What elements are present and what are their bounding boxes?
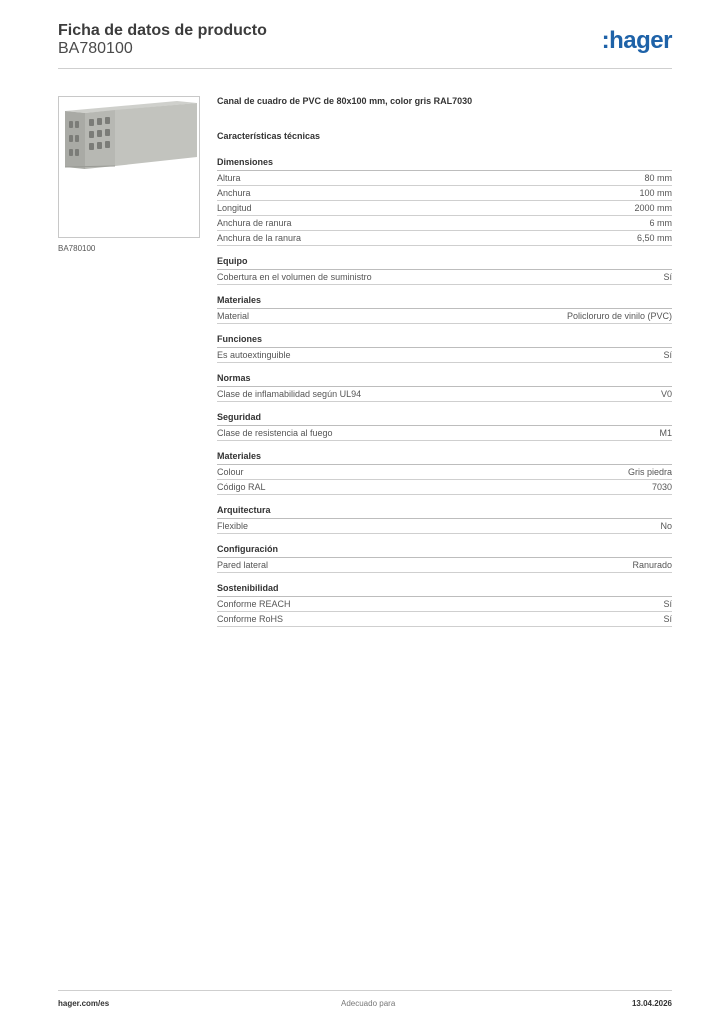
spec-value: Sí <box>663 614 672 624</box>
section-title: Funciones <box>217 334 672 348</box>
product-image <box>58 96 200 238</box>
section-seguridad <box>217 412 672 441</box>
section-title: Materiales <box>217 295 672 309</box>
spec-value: Policloruro de vinilo (PVC) <box>566 311 672 321</box>
section-funciones <box>217 334 672 363</box>
footer-website-link[interactable]: hager.com/es <box>58 999 110 1008</box>
spec-label: Material <box>217 311 250 321</box>
footer-suitable-for: Adecuado para <box>341 999 396 1008</box>
section-title: Arquitectura <box>217 505 672 519</box>
spec-label: Conforme RoHS <box>217 614 284 624</box>
section-title: Equipo <box>217 256 672 270</box>
spec-label: Pared lateral <box>217 560 269 570</box>
spec-label: Es autoextinguible <box>217 350 291 360</box>
spec-row <box>217 201 672 216</box>
spec-row <box>217 186 672 201</box>
section-title: Materiales <box>217 451 672 465</box>
spec-label: Anchura de ranura <box>217 218 292 228</box>
spec-row <box>217 519 672 534</box>
spec-value: 100 mm <box>639 188 672 198</box>
page-header <box>58 22 672 69</box>
spec-row <box>217 558 672 573</box>
section-equipo <box>217 256 672 285</box>
spec-value: Sí <box>663 350 672 360</box>
spec-label: Cobertura en el volumen de suministro <box>217 272 372 282</box>
spec-row <box>217 270 672 285</box>
spec-value: 2000 mm <box>634 203 672 213</box>
spec-row <box>217 387 672 402</box>
spec-row <box>217 216 672 231</box>
cable-duct-product-image <box>59 97 199 237</box>
section-title: Dimensiones <box>217 157 672 171</box>
product-content <box>217 96 672 627</box>
hager-logo: :hager <box>601 27 672 54</box>
spec-value: M1 <box>659 428 672 438</box>
product-reference: BA780100 <box>58 40 133 57</box>
spec-row <box>217 465 672 480</box>
spec-label: Conforme REACH <box>217 599 291 609</box>
spec-value: 6 mm <box>649 218 672 228</box>
spec-value: No <box>660 521 672 531</box>
spec-value: Sí <box>663 272 672 282</box>
section-sostenibilidad <box>217 583 672 627</box>
spec-label: Clase de inflamabilidad según UL94 <box>217 389 362 399</box>
spec-label: Anchura <box>217 188 251 198</box>
spec-value: Ranurado <box>632 560 672 570</box>
section-title: Normas <box>217 373 672 387</box>
spec-label: Código RAL <box>217 482 266 492</box>
spec-value: 7030 <box>651 482 672 492</box>
spec-row <box>217 348 672 363</box>
document-title: Ficha de datos de producto <box>58 22 267 39</box>
spec-label: Colour <box>217 467 244 477</box>
technical-characteristics-title: Características técnicas <box>217 131 321 141</box>
spec-row <box>217 480 672 495</box>
product-description: Canal de cuadro de PVC de 80x100 mm, color gris RAL7030 <box>217 96 473 106</box>
section-materiales <box>217 295 672 324</box>
section-title: Seguridad <box>217 412 672 426</box>
spec-row <box>217 612 672 627</box>
spec-label: Flexible <box>217 521 249 531</box>
image-caption: BA780100 <box>58 244 96 253</box>
spec-row <box>217 171 672 186</box>
spec-row <box>217 426 672 441</box>
spec-value: Sí <box>663 599 672 609</box>
section-dimensiones <box>217 157 672 246</box>
section-title: Sostenibilidad <box>217 583 672 597</box>
section-materiales-color <box>217 451 672 495</box>
footer-date: 13.04.2026 <box>631 999 672 1008</box>
section-arquitectura <box>217 505 672 534</box>
section-normas <box>217 373 672 402</box>
spec-value: 6,50 mm <box>636 233 672 243</box>
page-footer <box>58 990 672 1015</box>
spec-value: 80 mm <box>644 173 672 183</box>
spec-label: Anchura de la ranura <box>217 233 302 243</box>
spec-row <box>217 597 672 612</box>
spec-label: Altura <box>217 173 241 183</box>
spec-value: V0 <box>660 389 672 399</box>
section-title: Configuración <box>217 544 672 558</box>
spec-label: Longitud <box>217 203 252 213</box>
spec-row <box>217 231 672 246</box>
spec-label: Clase de resistencia al fuego <box>217 428 333 438</box>
section-configuracion <box>217 544 672 573</box>
spec-value: Gris piedra <box>627 467 672 477</box>
spec-row <box>217 309 672 324</box>
